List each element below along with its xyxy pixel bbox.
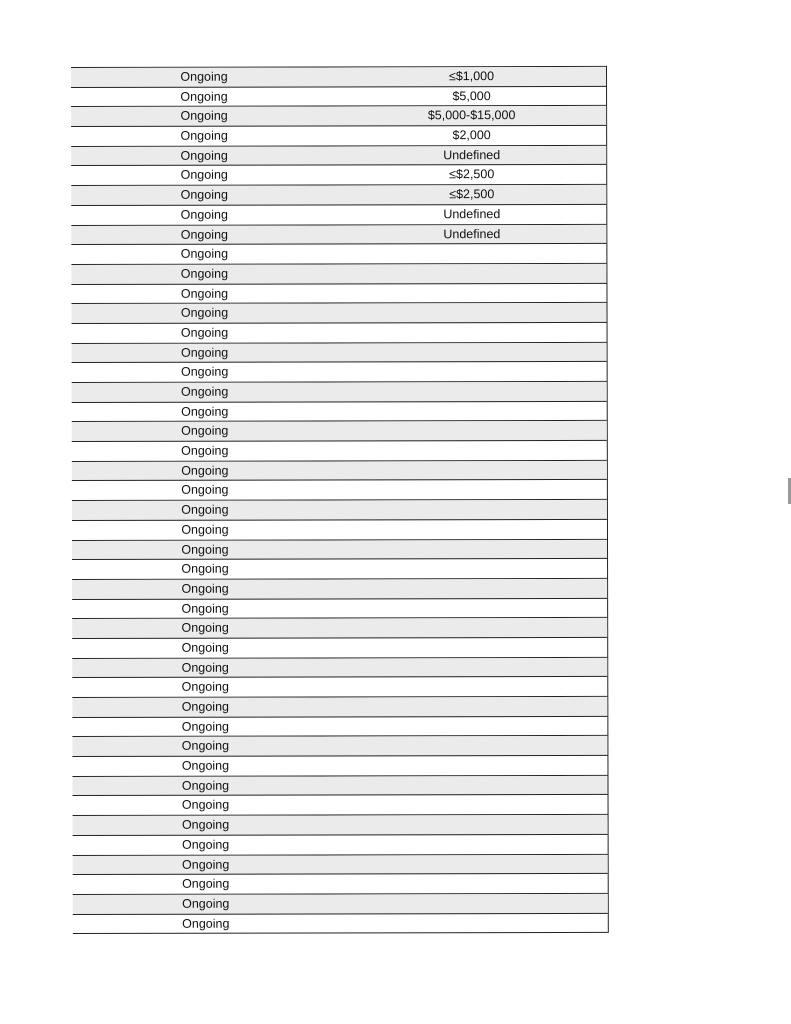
status-cell: Ongoing [181,542,229,557]
amount-cell [338,736,607,755]
amount-cell: $2,000 [452,128,491,143]
table-row [72,402,607,423]
table-row [71,283,606,304]
amount-cell [339,894,608,913]
amount-cell [338,697,607,716]
table-row [73,835,608,856]
amount-cell [338,776,607,795]
status-cell: Ongoing [180,168,228,183]
status-amount-table [71,66,609,934]
status-cell: Ongoing [181,483,229,498]
amount-cell [339,835,608,854]
status-cell: Ongoing [181,581,229,596]
status-cell: Ongoing [180,148,228,163]
amount-cell [338,618,607,637]
status-cell: Ongoing [181,699,229,714]
amount-cell [338,658,607,677]
amount-cell: $5,000 [452,88,491,103]
status-cell: Ongoing [180,345,229,360]
amount-cell [338,382,607,401]
amount-cell [339,854,608,873]
amount-cell: Undefined [443,206,501,222]
table-row [72,441,607,462]
amount-cell [338,441,607,460]
table-row [71,106,606,127]
amount-cell [338,461,607,480]
amount-cell [338,402,607,421]
table-row [71,146,606,167]
table-row [71,185,606,206]
status-cell: Ongoing [180,364,229,380]
status-cell: Ongoing [181,640,229,655]
table-row [72,638,607,659]
table-row [71,126,606,147]
table-row [71,87,606,108]
status-cell: Ongoing [181,798,230,813]
table-row [72,579,607,600]
status-cell: Ongoing [182,896,230,911]
amount-cell [338,677,607,696]
amount-cell [339,913,608,932]
table-row [72,421,607,442]
status-cell: Ongoing [181,620,229,636]
amount-cell: ≤$2,500 [449,187,495,202]
amount-cell [338,559,607,578]
table-row [73,854,608,875]
amount-cell [337,283,606,302]
status-cell: Ongoing [182,876,230,891]
status-cell: Ongoing [180,305,229,321]
amount-cell [337,244,606,263]
table-row [71,67,606,88]
amount-cell [338,362,607,381]
status-cell: Ongoing [181,384,229,399]
status-cell: Ongoing [181,404,229,419]
amount-cell: Undefined [443,226,501,241]
table-row [72,520,607,541]
amount-cell: Undefined [443,147,501,162]
table-row [73,894,608,915]
amount-cell [338,717,607,736]
status-cell: Ongoing [180,128,228,143]
table-row [71,205,606,226]
amount-cell: ≤$2,500 [449,167,495,182]
amount-cell [339,815,608,834]
table-row [71,303,606,324]
table-row [72,362,607,383]
status-cell: Ongoing [181,817,230,832]
amount-cell [338,480,607,499]
table-row [72,461,607,482]
status-cell: Ongoing [181,561,229,576]
table-row [71,244,606,265]
table-row [72,776,607,797]
table-row [72,736,607,757]
status-cell: Ongoing [181,443,229,458]
table-row [72,500,607,521]
table-row [72,677,607,698]
table-row [73,913,608,934]
amount-cell [338,579,607,598]
status-cell: Ongoing [181,502,229,517]
amount-cell [339,795,608,814]
amount-cell [338,598,607,617]
status-cell: Ongoing [181,424,229,439]
status-cell: Ongoing [181,679,229,695]
table-row [71,224,606,245]
table-row [72,598,607,619]
status-cell: Ongoing [180,69,228,84]
status-cell: Ongoing [180,325,229,340]
table-row [72,618,607,639]
status-cell: Ongoing [181,660,229,675]
table-row [73,874,608,895]
table-row [72,658,607,679]
table-row [71,165,606,186]
amount-cell: ≤$1,000 [448,69,495,84]
status-cell: Ongoing [180,207,228,222]
status-cell: Ongoing [181,522,229,537]
table-row [72,717,607,738]
amount-cell [338,500,607,519]
status-cell: Ongoing [182,916,230,931]
table-row [72,343,607,364]
amount-cell [338,756,607,775]
amount-cell [338,539,607,558]
status-cell: Ongoing [181,463,229,478]
status-cell: Ongoing [180,187,228,202]
amount-cell [337,264,606,283]
status-cell: Ongoing [181,601,229,616]
table-row [72,323,607,344]
amount-cell [338,520,607,539]
status-cell: Ongoing [180,89,228,104]
amount-cell: $5,000-$15,000 [427,108,516,123]
status-cell: Ongoing [181,758,230,773]
status-cell: Ongoing [180,266,229,281]
status-cell: Ongoing [181,837,230,852]
table-row [72,559,607,580]
table-row [71,264,606,285]
amount-cell [338,638,607,657]
table-row [72,539,607,560]
amount-cell [338,343,607,362]
amount-cell [338,421,607,440]
amount-cell [338,323,607,342]
status-cell: Ongoing [180,246,229,261]
status-cell: Ongoing [182,857,230,872]
table-row [72,480,607,501]
status-cell: Ongoing [180,109,228,124]
status-cell: Ongoing [181,719,230,734]
amount-cell [339,874,608,893]
status-cell: Ongoing [181,739,230,754]
status-cell: Ongoing [180,227,228,242]
table-row [73,815,608,836]
table-row [73,795,608,816]
table-row [72,382,607,403]
status-cell: Ongoing [181,778,230,793]
table-row [72,756,607,777]
status-cell: Ongoing [180,286,229,301]
amount-cell [337,303,606,322]
table-row [72,697,607,718]
